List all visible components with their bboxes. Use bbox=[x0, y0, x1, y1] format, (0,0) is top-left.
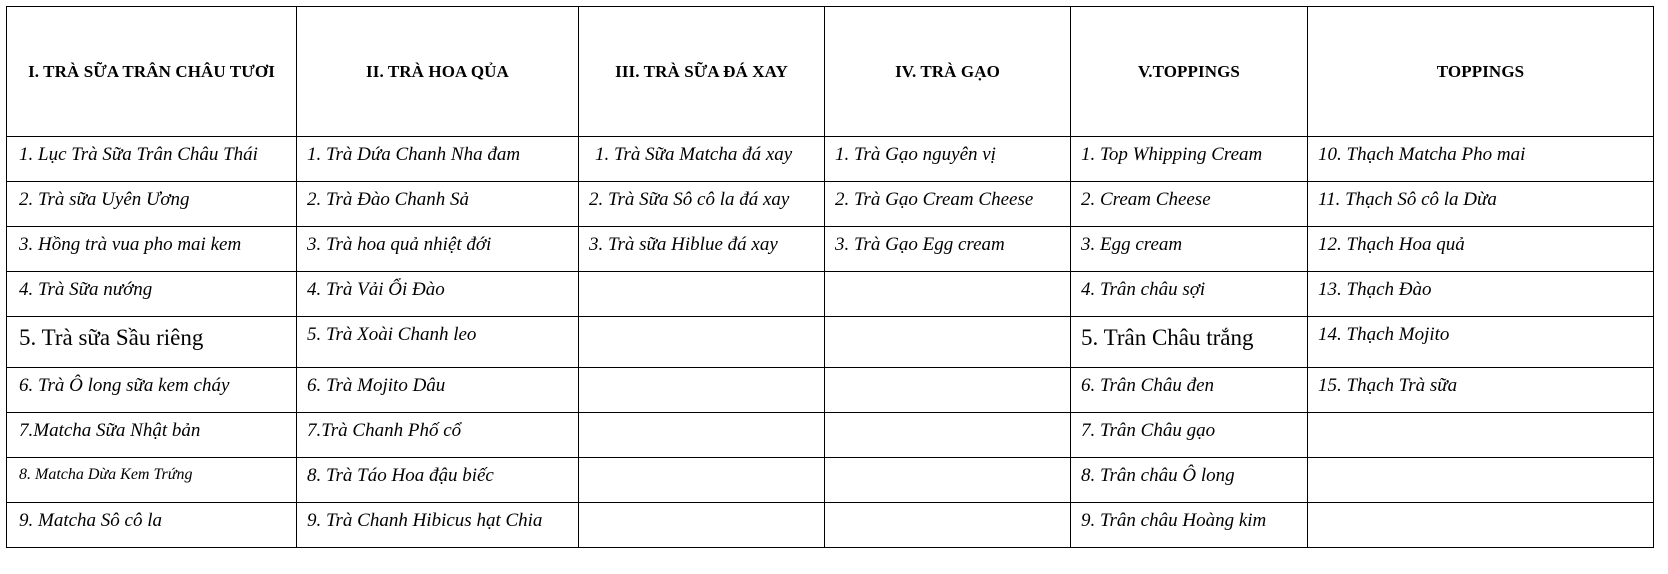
table-cell: 2. Trà Đào Chanh Sả bbox=[297, 182, 579, 227]
table-cell: 11. Thạch Sô cô la Dừa bbox=[1308, 182, 1654, 227]
table-cell: 4. Trân châu sợi bbox=[1071, 272, 1308, 317]
table-cell bbox=[825, 503, 1071, 548]
table-cell bbox=[1308, 413, 1654, 458]
table-cell: 6. Trân Châu đen bbox=[1071, 368, 1308, 413]
table-cell: 1. Trà Sữa Matcha đá xay bbox=[579, 137, 825, 182]
table-row bbox=[7, 182, 1654, 227]
table-cell: 1. Trà Dứa Chanh Nha đam bbox=[297, 137, 579, 182]
table-cell: 3. Trà sữa Hiblue đá xay bbox=[579, 227, 825, 272]
table-cell: 10. Thạch Matcha Pho mai bbox=[1308, 137, 1654, 182]
table-cell: 9. Trà Chanh Hibicus hạt Chia bbox=[297, 503, 579, 548]
table-cell: 6. Trà Ô long sữa kem cháy bbox=[7, 368, 297, 413]
header-cell-toppings: V.TOPPINGS bbox=[1071, 7, 1308, 137]
table-cell: 9. Trân châu Hoàng kim bbox=[1071, 503, 1308, 548]
table-row bbox=[7, 137, 1654, 182]
table-cell: 7. Trân Châu gạo bbox=[1071, 413, 1308, 458]
table-cell: 5. Trà sữa Sầu riêng bbox=[7, 317, 297, 368]
table-cell: 9. Matcha Sô cô la bbox=[7, 503, 297, 548]
table-row bbox=[7, 413, 1654, 458]
header-row bbox=[7, 7, 1654, 137]
table-cell: 3. Egg cream bbox=[1071, 227, 1308, 272]
table-cell bbox=[579, 503, 825, 548]
header-cell-milk-tea: I. TRÀ SỮA TRÂN CHÂU TƯƠI bbox=[7, 7, 297, 137]
table-row bbox=[7, 317, 1654, 368]
table-row bbox=[7, 227, 1654, 272]
table-cell: 1. Lục Trà Sữa Trân Châu Thái bbox=[7, 137, 297, 182]
table-cell: 2. Trà sữa Uyên Ương bbox=[7, 182, 297, 227]
table-row bbox=[7, 272, 1654, 317]
table-cell: 12. Thạch Hoa quả bbox=[1308, 227, 1654, 272]
table-cell: 2. Trà Sữa Sô cô la đá xay bbox=[579, 182, 825, 227]
table-cell: 4. Trà Sữa nướng bbox=[7, 272, 297, 317]
header-cell-toppings-2: TOPPINGS bbox=[1308, 7, 1654, 137]
table-cell: 2. Cream Cheese bbox=[1071, 182, 1308, 227]
table-cell bbox=[1308, 503, 1654, 548]
table-cell bbox=[825, 413, 1071, 458]
table-cell: 1. Trà Gạo nguyên vị bbox=[825, 137, 1071, 182]
table-cell: 14. Thạch Mojito bbox=[1308, 317, 1654, 368]
table-row bbox=[7, 503, 1654, 548]
table-cell bbox=[579, 413, 825, 458]
table-cell: 5. Trân Châu trắng bbox=[1071, 317, 1308, 368]
table-cell bbox=[579, 458, 825, 503]
table-cell: 15. Thạch Trà sữa bbox=[1308, 368, 1654, 413]
table-cell: 7.Matcha Sữa Nhật bản bbox=[7, 413, 297, 458]
header-cell-rice-tea: IV. TRÀ GẠO bbox=[825, 7, 1071, 137]
table-cell bbox=[579, 368, 825, 413]
table-cell: 13. Thạch Đào bbox=[1308, 272, 1654, 317]
table-cell bbox=[579, 272, 825, 317]
table-cell: 3. Trà Gạo Egg cream bbox=[825, 227, 1071, 272]
table-cell bbox=[825, 317, 1071, 368]
table-cell bbox=[579, 317, 825, 368]
table-row bbox=[7, 458, 1654, 503]
table-cell bbox=[825, 368, 1071, 413]
table-cell: 8. Trân châu Ô long bbox=[1071, 458, 1308, 503]
table-cell bbox=[825, 458, 1071, 503]
table-cell: 8. Trà Táo Hoa đậu biếc bbox=[297, 458, 579, 503]
table-cell: 1. Top Whipping Cream bbox=[1071, 137, 1308, 182]
table-cell bbox=[1308, 458, 1654, 503]
menu-table bbox=[6, 6, 1654, 548]
table-cell: 5. Trà Xoài Chanh leo bbox=[297, 317, 579, 368]
table-cell bbox=[825, 272, 1071, 317]
table-cell: 3. Trà hoa quả nhiệt đới bbox=[297, 227, 579, 272]
table-cell: 6. Trà Mojito Dâu bbox=[297, 368, 579, 413]
table-cell: 7.Trà Chanh Phố cổ bbox=[297, 413, 579, 458]
table-cell: 4. Trà Vải Ổi Đào bbox=[297, 272, 579, 317]
table-cell: 8. Matcha Dừa Kem Trứng bbox=[7, 458, 297, 503]
table-cell: 2. Trà Gạo Cream Cheese bbox=[825, 182, 1071, 227]
table-row bbox=[7, 368, 1654, 413]
header-cell-fruit-tea: II. TRÀ HOA QỦA bbox=[297, 7, 579, 137]
header-cell-blended-milk-tea: III. TRÀ SỮA ĐÁ XAY bbox=[579, 7, 825, 137]
table-cell: 3. Hồng trà vua pho mai kem bbox=[7, 227, 297, 272]
